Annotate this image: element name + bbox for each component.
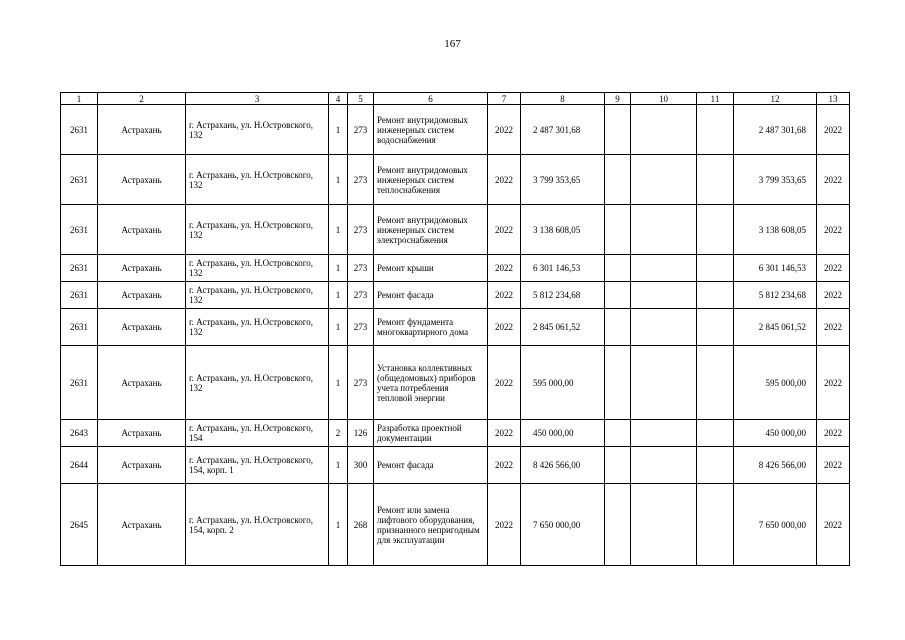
cell-col11	[697, 447, 734, 484]
cell-cost: 8 426 566,00	[521, 447, 605, 484]
cell-cost: 3 138 608,05	[521, 205, 605, 255]
table-row	[61, 155, 850, 205]
cell-id: 2631	[61, 255, 98, 282]
cell-year: 2022	[488, 346, 521, 420]
cell-city: Астрахань	[98, 255, 186, 282]
cell-code: 273	[348, 309, 374, 346]
cell-code: 273	[348, 205, 374, 255]
column-header: 11	[697, 93, 734, 105]
cell-col9	[605, 255, 631, 282]
column-header: 12	[734, 93, 817, 105]
cell-work-type: Ремонт внутридомовых инженерных систем водоснабжения	[374, 105, 488, 155]
cell-year: 2022	[488, 155, 521, 205]
cell-col9	[605, 346, 631, 420]
cell-end-year: 2022	[817, 447, 850, 484]
cell-col9	[605, 420, 631, 447]
column-header: 4	[329, 93, 348, 105]
cell-end-year: 2022	[817, 309, 850, 346]
cell-total: 450 000,00	[734, 420, 817, 447]
cell-col11	[697, 309, 734, 346]
cell-entrances: 1	[329, 346, 348, 420]
cell-year: 2022	[488, 420, 521, 447]
cell-col9	[605, 484, 631, 566]
table-row	[61, 346, 850, 420]
cell-year: 2022	[488, 105, 521, 155]
cell-col9	[605, 309, 631, 346]
cell-col11	[697, 155, 734, 205]
table-row	[61, 282, 850, 309]
table-row	[61, 205, 850, 255]
cell-col9	[605, 155, 631, 205]
cell-col10	[631, 205, 697, 255]
cell-cost: 3 799 353,65	[521, 155, 605, 205]
capital-repair-table	[60, 92, 850, 566]
cell-work-type: Ремонт крыши	[374, 255, 488, 282]
cell-address: г. Астрахань, ул. Н.Островского, 154	[186, 420, 329, 447]
cell-work-type: Ремонт фасада	[374, 282, 488, 309]
column-header: 2	[98, 93, 186, 105]
column-header: 6	[374, 93, 488, 105]
cell-entrances: 1	[329, 282, 348, 309]
cell-total: 5 812 234,68	[734, 282, 817, 309]
cell-address: г. Астрахань, ул. Н.Островского, 132	[186, 105, 329, 155]
cell-year: 2022	[488, 282, 521, 309]
cell-id: 2631	[61, 155, 98, 205]
cell-col10	[631, 447, 697, 484]
cell-entrances: 1	[329, 484, 348, 566]
cell-code: 126	[348, 420, 374, 447]
cell-col11	[697, 420, 734, 447]
cell-col10	[631, 155, 697, 205]
cell-code: 273	[348, 346, 374, 420]
cell-work-type: Ремонт или замена лифтового оборудования, признанного непригодным для эксплуатации	[374, 484, 488, 566]
cell-id: 2644	[61, 447, 98, 484]
column-header: 5	[348, 93, 374, 105]
cell-cost: 2 845 061,52	[521, 309, 605, 346]
cell-address: г. Астрахань, ул. Н.Островского, 132	[186, 155, 329, 205]
cell-entrances: 1	[329, 309, 348, 346]
cell-id: 2631	[61, 105, 98, 155]
cell-end-year: 2022	[817, 205, 850, 255]
cell-address: г. Астрахань, ул. Н.Островского, 132	[186, 346, 329, 420]
cell-year: 2022	[488, 484, 521, 566]
column-header: 13	[817, 93, 850, 105]
column-header: 9	[605, 93, 631, 105]
cell-work-type: Ремонт фасада	[374, 447, 488, 484]
cell-col11	[697, 105, 734, 155]
cell-address: г. Астрахань, ул. Н.Островского, 154, корп. 2	[186, 484, 329, 566]
column-header: 1	[61, 93, 98, 105]
cell-city: Астрахань	[98, 420, 186, 447]
cell-col11	[697, 346, 734, 420]
cell-address: г. Астрахань, ул. Н.Островского, 154, корп. 1	[186, 447, 329, 484]
cell-work-type: Ремонт фундамента многоквартирного дома	[374, 309, 488, 346]
cell-id: 2631	[61, 309, 98, 346]
cell-end-year: 2022	[817, 420, 850, 447]
cell-col11	[697, 255, 734, 282]
cell-col10	[631, 346, 697, 420]
cell-work-type: Ремонт внутридомовых инженерных систем теплоснабжения	[374, 155, 488, 205]
cell-cost: 5 812 234,68	[521, 282, 605, 309]
cell-city: Астрахань	[98, 155, 186, 205]
cell-code: 273	[348, 155, 374, 205]
cell-col11	[697, 282, 734, 309]
cell-entrances: 1	[329, 255, 348, 282]
column-header: 7	[488, 93, 521, 105]
cell-col9	[605, 205, 631, 255]
cell-address: г. Астрахань, ул. Н.Островского, 132	[186, 255, 329, 282]
cell-entrances: 1	[329, 155, 348, 205]
cell-id: 2645	[61, 484, 98, 566]
cell-entrances: 1	[329, 447, 348, 484]
cell-work-type: Ремонт внутридомовых инженерных систем электроснабжения	[374, 205, 488, 255]
cell-work-type: Разработка проектной документации	[374, 420, 488, 447]
cell-end-year: 2022	[817, 105, 850, 155]
cell-total: 6 301 146,53	[734, 255, 817, 282]
cell-col10	[631, 255, 697, 282]
cell-end-year: 2022	[817, 484, 850, 566]
page-number: 167	[444, 38, 461, 50]
column-header: 8	[521, 93, 605, 105]
cell-city: Астрахань	[98, 447, 186, 484]
cell-year: 2022	[488, 205, 521, 255]
table-row	[61, 309, 850, 346]
cell-entrances: 1	[329, 105, 348, 155]
cell-year: 2022	[488, 447, 521, 484]
cell-cost: 2 487 301,68	[521, 105, 605, 155]
cell-id: 2643	[61, 420, 98, 447]
cell-col10	[631, 420, 697, 447]
cell-end-year: 2022	[817, 255, 850, 282]
table-row	[61, 420, 850, 447]
cell-city: Астрахань	[98, 105, 186, 155]
cell-city: Астрахань	[98, 282, 186, 309]
cell-address: г. Астрахань, ул. Н.Островского, 132	[186, 282, 329, 309]
cell-cost: 450 000,00	[521, 420, 605, 447]
cell-end-year: 2022	[817, 282, 850, 309]
cell-cost: 595 000,00	[521, 346, 605, 420]
cell-col9	[605, 447, 631, 484]
cell-code: 273	[348, 255, 374, 282]
cell-address: г. Астрахань, ул. Н.Островского, 132	[186, 309, 329, 346]
cell-col10	[631, 484, 697, 566]
cell-col11	[697, 484, 734, 566]
cell-entrances: 1	[329, 205, 348, 255]
cell-total: 7 650 000,00	[734, 484, 817, 566]
cell-total: 595 000,00	[734, 346, 817, 420]
cell-code: 268	[348, 484, 374, 566]
cell-col10	[631, 282, 697, 309]
cell-city: Астрахань	[98, 346, 186, 420]
cell-end-year: 2022	[817, 155, 850, 205]
cell-col10	[631, 309, 697, 346]
cell-city: Астрахань	[98, 309, 186, 346]
cell-end-year: 2022	[817, 346, 850, 420]
cell-col9	[605, 105, 631, 155]
cell-id: 2631	[61, 282, 98, 309]
cell-city: Астрахань	[98, 484, 186, 566]
cell-total: 8 426 566,00	[734, 447, 817, 484]
cell-entrances: 2	[329, 420, 348, 447]
cell-year: 2022	[488, 309, 521, 346]
cell-city: Астрахань	[98, 205, 186, 255]
header-row	[61, 93, 850, 105]
cell-cost: 7 650 000,00	[521, 484, 605, 566]
cell-cost: 6 301 146,53	[521, 255, 605, 282]
column-header: 10	[631, 93, 697, 105]
cell-total: 2 487 301,68	[734, 105, 817, 155]
cell-work-type: Установка коллективных (общедомовых) приборов учета потребления тепловой энергии	[374, 346, 488, 420]
cell-total: 2 845 061,52	[734, 309, 817, 346]
cell-id: 2631	[61, 346, 98, 420]
cell-code: 273	[348, 105, 374, 155]
cell-code: 273	[348, 282, 374, 309]
cell-address: г. Астрахань, ул. Н.Островского, 132	[186, 205, 329, 255]
cell-col11	[697, 205, 734, 255]
cell-col9	[605, 282, 631, 309]
table-row	[61, 447, 850, 484]
table-row	[61, 105, 850, 155]
cell-id: 2631	[61, 205, 98, 255]
cell-total: 3 138 608,05	[734, 205, 817, 255]
cell-code: 300	[348, 447, 374, 484]
column-header: 3	[186, 93, 329, 105]
cell-total: 3 799 353,65	[734, 155, 817, 205]
table-row	[61, 255, 850, 282]
table-row	[61, 484, 850, 566]
cell-year: 2022	[488, 255, 521, 282]
cell-col10	[631, 105, 697, 155]
